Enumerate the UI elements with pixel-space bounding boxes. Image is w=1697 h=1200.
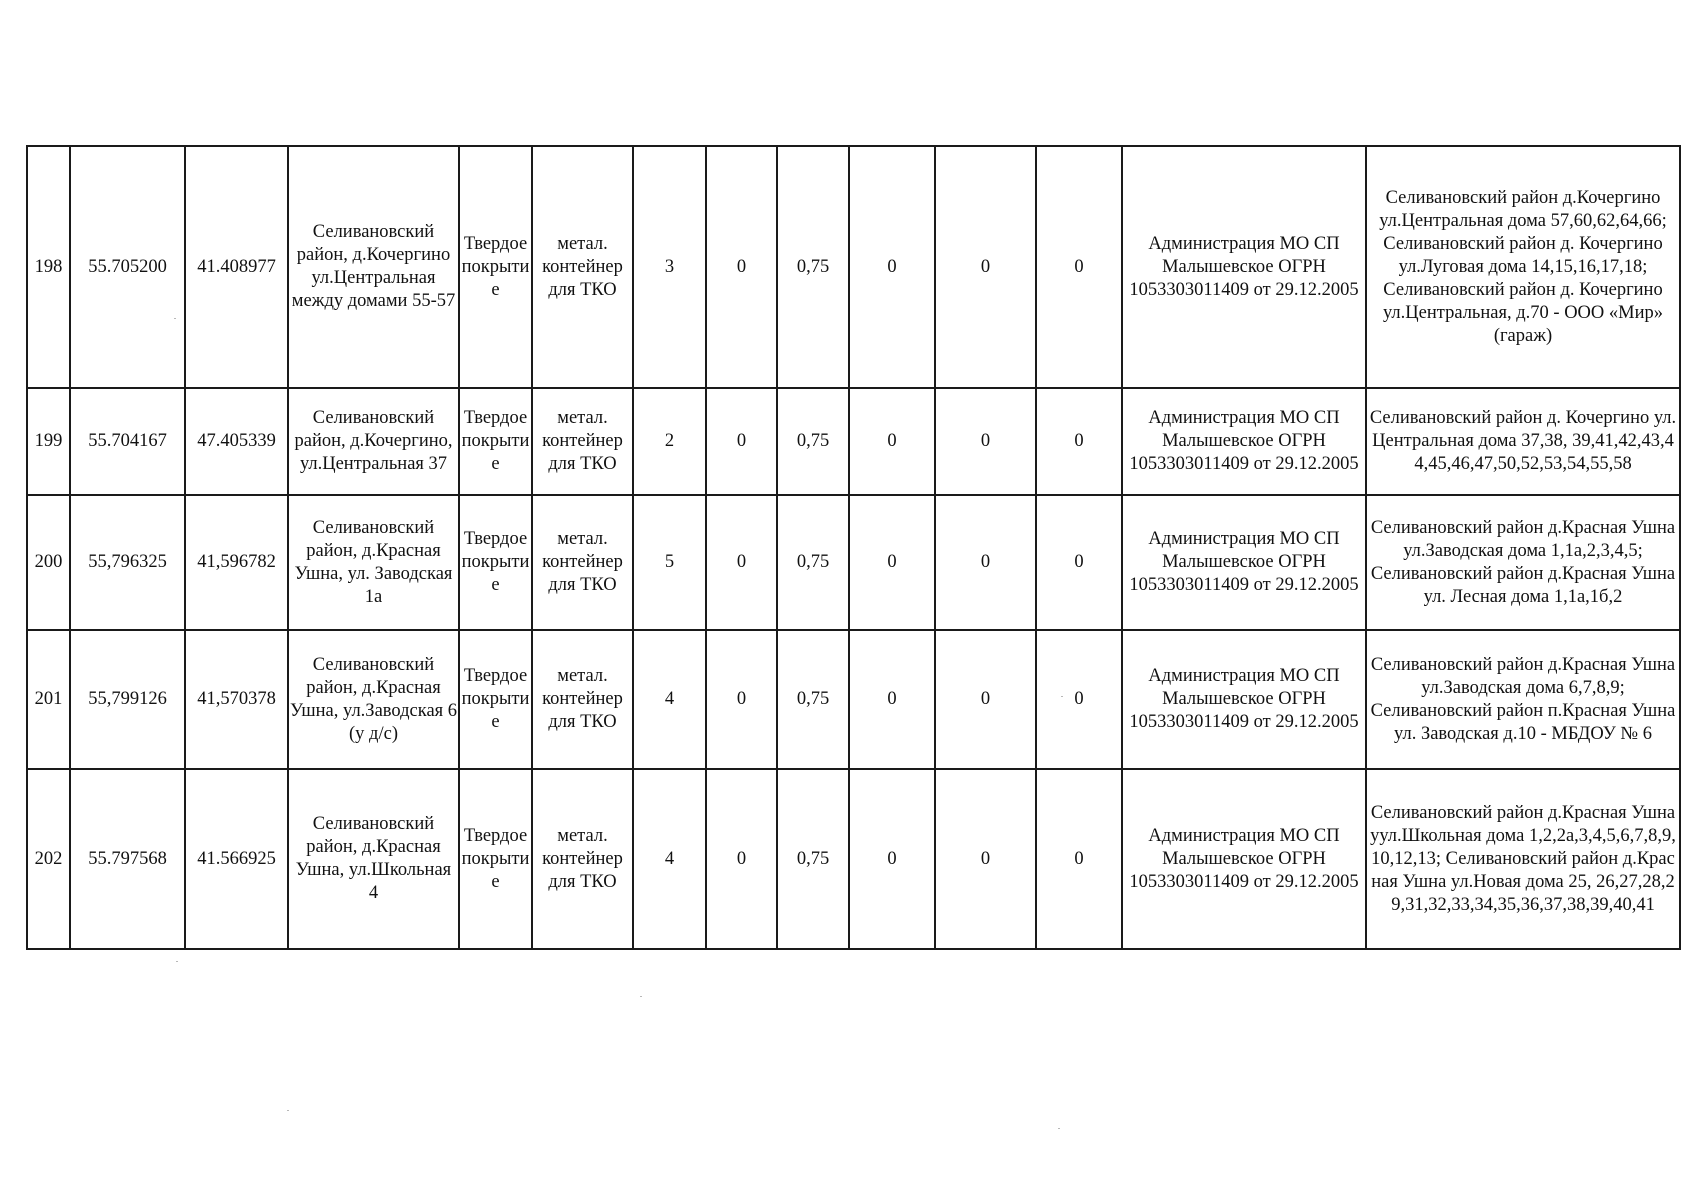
- value-cell: 0: [935, 630, 1036, 769]
- container-volume-cell: 0,75: [777, 146, 849, 388]
- container-volume-cell: 0,75: [777, 495, 849, 630]
- container-count-cell: 4: [633, 769, 706, 949]
- address-cell: Селивановский район, д.Красная Ушна, ул. Заводская 1а: [288, 495, 459, 630]
- value-cell: 0: [1036, 769, 1122, 949]
- owner-cell: Администрация МО СП Малышевское ОГРН 1053303011409 от 29.12.2005: [1122, 630, 1366, 769]
- waste-sources-cell: Селивановский район д.Кочергино ул.Центральная дома 57,60,62,64,66; Селивановский район д. Кочергино ул.Луговая дома 14,15,16,17,18; Селивановский район д. Кочергино ул.Центральная, д.70 - ООО «Мир» (гараж): [1366, 146, 1680, 388]
- value-cell: 0: [935, 388, 1036, 495]
- latitude-cell: 55.705200: [70, 146, 185, 388]
- value-cell: 0: [935, 769, 1036, 949]
- container-type-cell: метал. контейнер для ТКО: [532, 146, 633, 388]
- address-cell: Селивановский район, д.Кочергино, ул.Центральная 37: [288, 388, 459, 495]
- container-volume-cell: 0,75: [777, 388, 849, 495]
- address-cell: Селивановский район, д.Красная Ушна, ул.Заводская 6 (у д/с): [288, 630, 459, 769]
- owner-cell: Администрация МО СП Малышевское ОГРН 1053303011409 от 29.12.2005: [1122, 388, 1366, 495]
- container-volume-cell: 0,75: [777, 769, 849, 949]
- value-cell: 0: [706, 495, 777, 630]
- table-row: [27, 495, 1680, 630]
- value-cell: 0: [849, 146, 935, 388]
- longitude-cell: 41,570378: [185, 630, 288, 769]
- latitude-cell: 55,799126: [70, 630, 185, 769]
- waste-sources-cell: Селивановский район д.Красная Ушна ул.Заводская дома 1,1а,2,3,4,5; Селивановский район д.Красная Ушна ул. Лесная дома 1,1а,1б,2: [1366, 495, 1680, 630]
- surface-type-cell: Твердое покрытие: [459, 146, 532, 388]
- container-volume-cell: 0,75: [777, 630, 849, 769]
- scan-speck: [1058, 1128, 1060, 1129]
- container-count-cell: 4: [633, 630, 706, 769]
- value-cell: 0: [935, 146, 1036, 388]
- table-row: [27, 630, 1680, 769]
- longitude-cell: 41.566925: [185, 769, 288, 949]
- longitude-cell: 41.408977: [185, 146, 288, 388]
- owner-cell: Администрация МО СП Малышевское ОГРН 1053303011409 от 29.12.2005: [1122, 146, 1366, 388]
- scan-speck: [287, 1110, 289, 1111]
- owner-cell: Администрация МО СП Малышевское ОГРН 1053303011409 от 29.12.2005: [1122, 495, 1366, 630]
- table-row: [27, 388, 1680, 495]
- value-cell: 0: [849, 630, 935, 769]
- container-type-cell: метал. контейнер для ТКО: [532, 630, 633, 769]
- table-row: [27, 146, 1680, 388]
- waste-sources-cell: Селивановский район д. Кочергино ул.Центральная дома 37,38, 39,41,42,43,44,45,46,47,50,52,53,54,55,58: [1366, 388, 1680, 495]
- longitude-cell: 47.405339: [185, 388, 288, 495]
- value-cell: 0: [849, 388, 935, 495]
- surface-type-cell: Твердое покрытие: [459, 769, 532, 949]
- address-cell: Селивановский район, д.Кочергино ул.Центральная между домами 55-57: [288, 146, 459, 388]
- waste-sources-cell: Селивановский район д.Красная Ушна ул.Заводская дома 6,7,8,9; Селивановский район п.Красная Ушна ул. Заводская д.10 - МБДОУ № 6: [1366, 630, 1680, 769]
- row-number-cell: 199: [27, 388, 70, 495]
- table-row: [27, 769, 1680, 949]
- value-cell: 0: [1036, 630, 1122, 769]
- waste-sites-table: [26, 145, 1681, 950]
- scan-speck: [640, 996, 642, 997]
- value-cell: 0: [706, 769, 777, 949]
- longitude-cell: 41,596782: [185, 495, 288, 630]
- value-cell: 0: [1036, 146, 1122, 388]
- surface-type-cell: Твердое покрытие: [459, 630, 532, 769]
- waste-sources-cell: Селивановский район д.Красная Ушна уул.Школьная дома 1,2,2а,3,4,5,6,7,8,9,10,12,13; Селивановский район д.Красная Ушна ул.Новая дома 25, 26,27,28,29,31,32,33,34,35,36,37,38,39,40,41: [1366, 769, 1680, 949]
- value-cell: 0: [706, 630, 777, 769]
- container-type-cell: метал. контейнер для ТКО: [532, 769, 633, 949]
- value-cell: 0: [849, 495, 935, 630]
- latitude-cell: 55.704167: [70, 388, 185, 495]
- row-number-cell: 202: [27, 769, 70, 949]
- container-count-cell: 2: [633, 388, 706, 495]
- container-count-cell: 3: [633, 146, 706, 388]
- value-cell: 0: [706, 388, 777, 495]
- row-number-cell: 200: [27, 495, 70, 630]
- address-cell: Селивановский район, д.Красная Ушна, ул.Школьная 4: [288, 769, 459, 949]
- row-number-cell: 198: [27, 146, 70, 388]
- value-cell: 0: [706, 146, 777, 388]
- row-number-cell: 201: [27, 630, 70, 769]
- value-cell: 0: [1036, 388, 1122, 495]
- value-cell: 0: [935, 495, 1036, 630]
- surface-type-cell: Твердое покрытие: [459, 495, 532, 630]
- owner-cell: Администрация МО СП Малышевское ОГРН 1053303011409 от 29.12.2005: [1122, 769, 1366, 949]
- latitude-cell: 55.797568: [70, 769, 185, 949]
- value-cell: 0: [849, 769, 935, 949]
- container-type-cell: метал. контейнер для ТКО: [532, 388, 633, 495]
- surface-type-cell: Твердое покрытие: [459, 388, 532, 495]
- latitude-cell: 55,796325: [70, 495, 185, 630]
- scan-speck: [176, 961, 178, 962]
- value-cell: 0: [1036, 495, 1122, 630]
- container-count-cell: 5: [633, 495, 706, 630]
- container-type-cell: метал. контейнер для ТКО: [532, 495, 633, 630]
